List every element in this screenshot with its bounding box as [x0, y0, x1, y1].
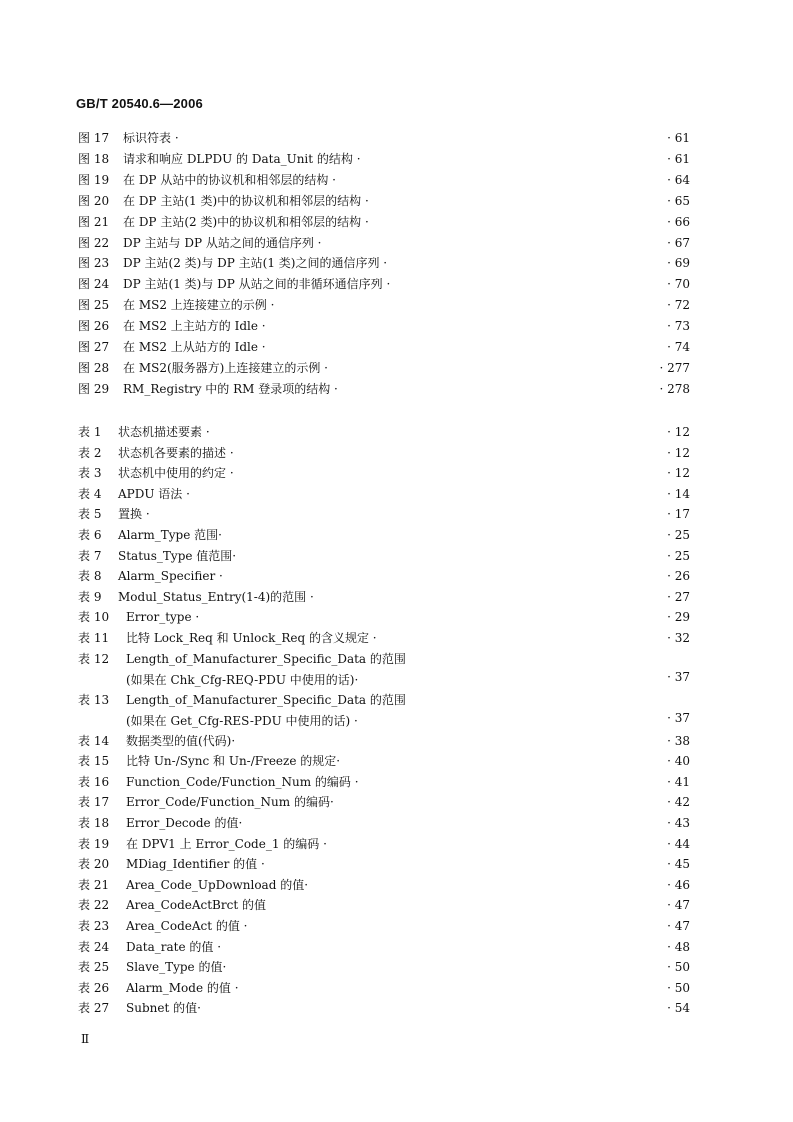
page-reference: · 65 [667, 193, 690, 208]
entry-title: Error_Decode 的值· [126, 816, 243, 830]
table-entry[interactable] [78, 566, 690, 586]
entry-title: Area_CodeAct 的值 · [126, 919, 248, 933]
entry-title: Error_Code/Function_Num 的编码· [126, 795, 334, 810]
page-reference: · 70 [667, 277, 690, 292]
entry-title: MDiag_Identifier 的值 · [126, 857, 265, 872]
table-number: 表 21 [78, 877, 110, 892]
table-number: 表 19 [78, 836, 110, 851]
table-entry[interactable] [78, 772, 690, 792]
page-reference: · 41 [667, 774, 690, 789]
table-entry[interactable] [78, 937, 690, 957]
table-number: 表 4 [78, 486, 102, 501]
figure-number: 图 24 [78, 277, 110, 292]
figure-number: 图 29 [78, 381, 110, 396]
entry-title: 标识符表 · [123, 131, 179, 145]
table-entry[interactable] [78, 649, 690, 687]
figure-number: 图 18 [78, 151, 110, 166]
entry-title: Area_CodeActBrct 的值 [126, 898, 266, 913]
page-reference: · 47 [667, 919, 690, 933]
page-reference: · 26 [667, 569, 690, 584]
figure-entry[interactable] [78, 274, 690, 294]
page-reference: · 12 [667, 425, 690, 439]
table-entry[interactable] [78, 422, 690, 442]
table-entry[interactable] [78, 587, 690, 607]
table-entry[interactable] [78, 792, 690, 812]
table-entry[interactable] [78, 504, 690, 524]
page-reference: · 72 [667, 298, 690, 313]
table-number: 表 7 [78, 548, 102, 563]
table-number: 表 10 [78, 610, 110, 625]
entry-title: 在 DP 从站中的协议机和相邻层的结构 · [123, 172, 336, 187]
page-reference: · 37 [667, 669, 690, 684]
page-reference: · 12 [667, 466, 690, 481]
entry-title: 置换 · [118, 507, 150, 522]
page-reference: · 32 [667, 631, 690, 645]
page-reference: · 12 [667, 445, 690, 460]
entry-title: DP 主站(1 类)与 DP 从站之间的非循环通信序列 · [123, 277, 391, 292]
page-reference: · 50 [667, 980, 690, 995]
table-entry[interactable] [78, 854, 690, 874]
page-reference: · 14 [667, 486, 690, 501]
page-reference: · 54 [667, 1001, 690, 1016]
entry-title: 状态机中使用的约定 · [118, 466, 234, 481]
entry-title: Length_of_Manufacturer_Specific_Data 的范围 [126, 651, 406, 666]
entry-title: 数据类型的值(代码)· [126, 733, 236, 748]
figure-entry[interactable] [78, 149, 690, 169]
table-number: 表 18 [78, 816, 110, 830]
page-reference: · 40 [667, 754, 690, 769]
page-reference: · 277 [659, 360, 690, 375]
page-reference: · 27 [667, 589, 690, 604]
page-reference: · 47 [667, 898, 690, 913]
entry-title: 在 MS2 上从站方的 Idle · [123, 340, 266, 354]
page-reference: · 46 [667, 877, 690, 892]
entry-title: Alarm_Mode 的值 · [126, 980, 239, 995]
table-entry[interactable] [78, 607, 690, 627]
table-entry[interactable] [78, 957, 690, 977]
entry-title-continued: (如果在 Get_Cfg-RES-PDU 中使用的话) · [126, 713, 358, 728]
figure-entry[interactable] [78, 212, 690, 232]
table-entry[interactable] [78, 463, 690, 483]
page-reference: · 67 [667, 235, 690, 250]
page-reference: · 278 [659, 381, 690, 396]
table-number: 表 17 [78, 795, 110, 810]
table-number: 表 13 [78, 692, 110, 707]
entry-title: 在 MS2(服务器方)上连接建立的示例 · [123, 360, 328, 375]
table-entry[interactable] [78, 998, 690, 1018]
figure-entry[interactable] [78, 191, 690, 211]
entry-title: Area_Code_UpDownload 的值· [126, 877, 309, 892]
table-number: 表 9 [78, 589, 102, 604]
page-reference: · 25 [667, 528, 690, 542]
page-reference: · 50 [667, 960, 690, 975]
entry-title: 在 DP 主站(2 类)中的协议机和相邻层的结构 · [123, 214, 369, 229]
entry-title: DP 主站(2 类)与 DP 主站(1 类)之间的通信序列 · [123, 256, 388, 271]
table-entry[interactable] [78, 875, 690, 895]
entry-title: Modul_Status_Entry(1-4)的范围 · [118, 589, 314, 604]
entry-title: 比特 Lock_Req 和 Unlock_Req 的含义规定 · [126, 631, 377, 645]
table-number: 表 12 [78, 651, 110, 666]
page-reference: · 42 [667, 795, 690, 810]
table-number: 表 26 [78, 980, 110, 995]
entry-title: Function_Code/Function_Num 的编码 · [126, 774, 359, 789]
entry-title: 比特 Un-/Sync 和 Un-/Freeze 的规定· [126, 754, 341, 769]
page-number: Ⅱ [81, 1032, 90, 1046]
entry-title: Alarm_Specifier · [118, 569, 223, 584]
page-reference: · 45 [667, 857, 690, 872]
figure-entry[interactable] [78, 358, 690, 378]
table-number: 表 25 [78, 960, 110, 975]
figure-entry[interactable] [78, 128, 690, 148]
figure-entry[interactable] [78, 170, 690, 190]
page-reference: · 17 [667, 507, 690, 522]
page-reference: · 38 [667, 733, 690, 748]
table-entry[interactable] [78, 690, 690, 728]
table-number: 表 14 [78, 733, 110, 748]
figure-number: 图 27 [78, 340, 110, 354]
table-number: 表 3 [78, 466, 102, 481]
entry-title: Data_rate 的值 · [126, 939, 222, 954]
table-entry[interactable] [78, 546, 690, 566]
entry-title: Error_type · [126, 610, 200, 625]
entry-title: 在 DPV1 上 Error_Code_1 的编码 · [126, 836, 327, 851]
table-entry[interactable] [78, 834, 690, 854]
table-number: 表 11 [78, 631, 110, 645]
table-number: 表 24 [78, 939, 110, 954]
table-entry[interactable] [78, 525, 690, 545]
entry-title: Slave_Type 的值· [126, 960, 227, 975]
entry-title: DP 主站与 DP 从站之间的通信序列 · [123, 235, 322, 250]
table-entry[interactable] [78, 916, 690, 936]
page-reference: · 66 [667, 214, 690, 229]
figure-entry[interactable] [78, 295, 690, 315]
table-number: 表 15 [78, 754, 110, 769]
figure-entry[interactable] [78, 379, 690, 399]
figure-entry[interactable] [78, 233, 690, 253]
table-number: 表 1 [78, 425, 102, 439]
figure-number: 图 28 [78, 360, 110, 375]
entry-title: 在 MS2 上主站方的 Idle · [123, 319, 266, 334]
table-entry[interactable] [78, 731, 690, 751]
page-reference: · 61 [667, 151, 690, 166]
table-entry[interactable] [78, 895, 690, 915]
table-number: 表 2 [78, 445, 102, 460]
figure-number: 图 26 [78, 319, 110, 334]
entry-title: Subnet 的值· [126, 1001, 201, 1016]
entry-title: 状态机各要素的描述 · [118, 445, 234, 460]
table-entry[interactable] [78, 443, 690, 463]
page-reference: · 44 [667, 836, 690, 851]
figure-entry[interactable] [78, 316, 690, 336]
table-entry[interactable] [78, 484, 690, 504]
entry-title: Alarm_Type 范围· [118, 528, 222, 542]
entry-title: 请求和响应 DLPDU 的 Data_Unit 的结构 · [123, 151, 361, 166]
figure-entry[interactable] [78, 253, 690, 273]
table-number: 表 8 [78, 569, 102, 584]
entry-title: 在 DP 主站(1 类)中的协议机和相邻层的结构 · [123, 193, 369, 208]
table-number: 表 20 [78, 857, 110, 872]
figure-number: 图 22 [78, 235, 110, 250]
table-number: 表 22 [78, 898, 110, 913]
entry-title: RM_Registry 中的 RM 登录项的结构 · [123, 381, 338, 396]
table-entry[interactable] [78, 813, 690, 833]
page-reference: · 43 [667, 816, 690, 830]
entry-title-continued: (如果在 Chk_Cfg-REQ-PDU 中使用的话)· [126, 672, 359, 687]
page-reference: · 74 [667, 340, 690, 354]
table-number: 表 16 [78, 774, 110, 789]
figure-number: 图 19 [78, 172, 110, 187]
entry-title: 在 MS2 上连接建立的示例 · [123, 298, 275, 313]
page-reference: · 25 [667, 548, 690, 563]
entry-title: Status_Type 值范围· [118, 548, 237, 563]
page-reference: · 29 [667, 610, 690, 625]
table-number: 表 27 [78, 1001, 110, 1016]
figure-number: 图 25 [78, 298, 110, 313]
figure-number: 图 17 [78, 131, 110, 145]
page-reference: · 64 [667, 172, 690, 187]
page-reference: · 37 [667, 710, 690, 725]
figure-entry[interactable] [78, 337, 690, 357]
page-reference: · 61 [667, 131, 690, 145]
standard-number: GB/T 20540.6—2006 [76, 96, 203, 111]
entry-title: 状态机描述要素 · [118, 425, 210, 439]
table-entry[interactable] [78, 751, 690, 771]
entry-title: Length_of_Manufacturer_Specific_Data 的范围 [126, 692, 406, 707]
table-number: 表 5 [78, 507, 102, 522]
table-entry[interactable] [78, 978, 690, 998]
table-entry[interactable] [78, 628, 690, 648]
page-reference: · 73 [667, 319, 690, 334]
figure-number: 图 23 [78, 256, 110, 271]
table-number: 表 23 [78, 919, 110, 933]
page-reference: · 69 [667, 256, 690, 271]
entry-title: APDU 语法 · [118, 486, 190, 501]
figure-number: 图 21 [78, 214, 110, 229]
figure-number: 图 20 [78, 193, 110, 208]
page-reference: · 48 [667, 939, 690, 954]
table-number: 表 6 [78, 528, 102, 542]
